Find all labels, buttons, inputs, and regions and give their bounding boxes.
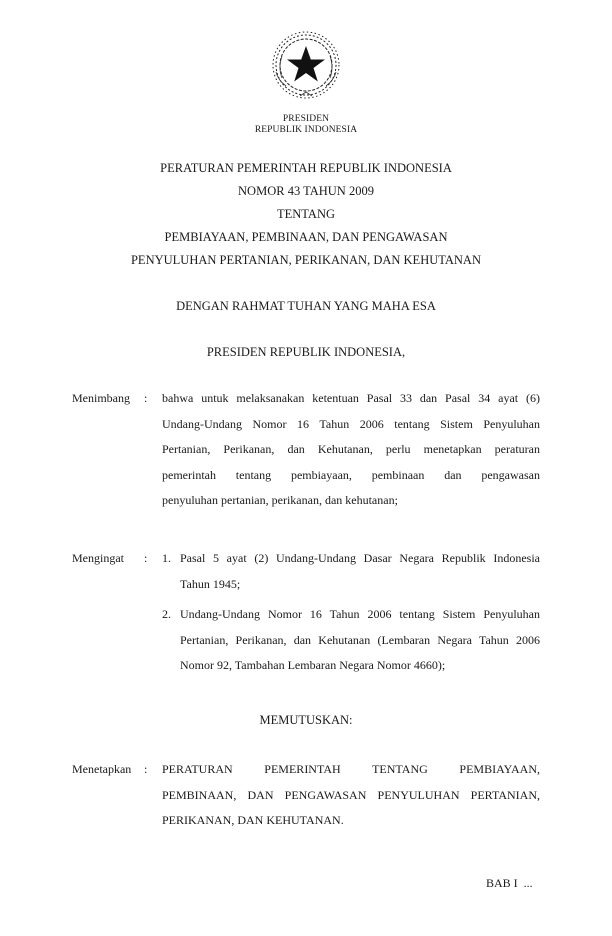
mengingat-item-2	[180, 602, 540, 679]
mengingat-colon: :	[144, 551, 148, 565]
regulation-subject-line1: PEMBIAYAAN, PEMBINAAN, DAN PENGAWASAN	[164, 230, 448, 244]
mengingat-item-1	[180, 546, 540, 597]
menetapkan-line: PEMBINAAN, DAN PENGAWASAN PENYULUHAN PERTANIAN,	[162, 787, 540, 802]
mengingat-item-line: Pasal 5 ayat (2) Undang-Undang Dasar Negara Republik Indonesia	[180, 551, 540, 565]
menimbang-label: Menimbang	[72, 391, 130, 405]
mengingat-item-line: Undang-Undang Nomor 16 Tahun 2006 tentang Sistem Penyuluhan	[180, 607, 540, 621]
menimbang-colon: :	[144, 391, 148, 405]
preamble-president: PRESIDEN REPUBLIK INDONESIA,	[206, 345, 406, 359]
menimbang-line: Pertanian, Perikanan, dan Kehutanan, perlu menetapkan peraturan	[162, 442, 540, 456]
page-continuation: BAB I ...	[486, 876, 533, 890]
menimbang-line: pemerintah tentang pembiayaan, pembinaan dan pengawasan	[162, 467, 540, 482]
mengingat-item-1-number: 1.	[162, 551, 171, 565]
regulation-subject-line2: PENYULUHAN PERTANIAN, PERIKANAN, DAN KEHUTANAN	[130, 253, 481, 267]
menetapkan-colon: :	[144, 762, 148, 776]
header-republic: REPUBLIK INDONESIA	[254, 125, 358, 135]
regulation-title: PERATURAN PEMERINTAH REPUBLIK INDONESIA	[160, 161, 452, 175]
menetapkan-line: PERATURAN PEMERINTAH TENTANG PEMBIAYAAN,	[162, 762, 540, 776]
regulation-number: NOMOR 43 TAHUN 2009	[238, 184, 374, 198]
mengingat-item-line: Tahun 1945;	[180, 576, 241, 591]
header-president: PRESIDEN	[282, 114, 330, 124]
menimbang-paragraph	[162, 386, 540, 514]
mengingat-label: Mengingat	[72, 551, 124, 565]
presidential-emblem-icon	[268, 28, 344, 104]
preamble-blessing: DENGAN RAHMAT TUHAN YANG MAHA ESA	[176, 299, 436, 313]
regulation-about-label: TENTANG	[276, 207, 335, 221]
menimbang-line: bahwa untuk melaksanakan ketentuan Pasal 33 dan Pasal 34 ayat (6)	[162, 391, 540, 405]
mengingat-item-line: Pertanian, Perikanan, dan Kehutanan (Lembaran Negara Tahun 2006	[180, 632, 540, 647]
menetapkan-line: PERIKANAN, DAN KEHUTANAN.	[162, 813, 344, 827]
menetapkan-label: Menetapkan	[72, 762, 132, 776]
menimbang-line: Undang-Undang Nomor 16 Tahun 2006 tentang Sistem Penyuluhan	[162, 416, 540, 431]
mengingat-item-line: Nomor 92, Tambahan Lembaran Negara Nomor 4660);	[180, 658, 446, 672]
mengingat-item-2-number: 2.	[162, 607, 171, 621]
memutuskan-heading: MEMUTUSKAN:	[259, 713, 353, 727]
menetapkan-paragraph	[162, 757, 540, 834]
menimbang-line: penyuluhan pertanian, perikanan, dan kehutanan;	[162, 493, 398, 507]
